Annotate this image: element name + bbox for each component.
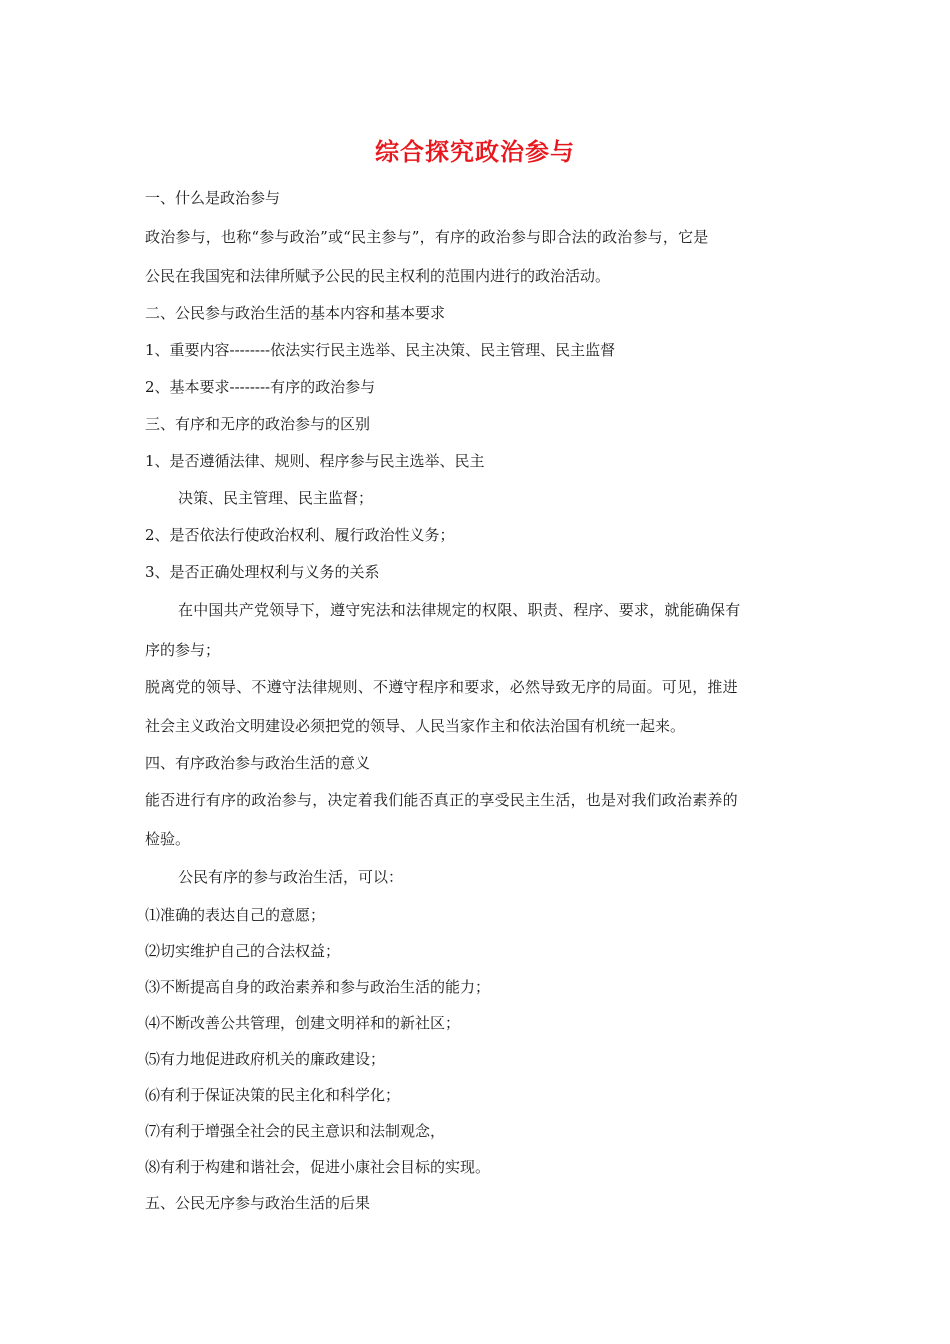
section-heading-2: 二、公民参与政治生活的基本内容和基本要求 bbox=[145, 304, 446, 322]
section-heading-4: 四、有序政治参与政治生活的意义 bbox=[145, 754, 371, 772]
paragraph-line: 政治参与，也称“参与政治”或“民主参与”，有序的政治参与即合法的政治参与，它是 bbox=[145, 228, 709, 246]
list-item: ⑻有利于构建和谐社会，促进小康社会目标的实现。 bbox=[145, 1158, 491, 1176]
paragraph-line: 序的参与； bbox=[145, 641, 221, 659]
document-title: 综合探究政治参与 bbox=[375, 138, 575, 166]
paragraph-line: 社会主义政治文明建设必须把党的领导、人民当家作主和依法治国有机统一起来。 bbox=[145, 717, 686, 735]
list-item: ⑶不断提高自身的政治素养和参与政治生活的能力； bbox=[145, 978, 491, 996]
paragraph-line: 脱离党的领导、不遵守法律规则、不遵守程序和要求，必然导致无序的局面。可见，推进 bbox=[145, 678, 738, 696]
list-item: 2、基本要求--------有序的政治参与 bbox=[145, 378, 376, 396]
list-item: 1、重要内容--------依法实行民主选举、民主决策、民主管理、民主监督 bbox=[145, 341, 616, 359]
list-item: ⑵切实维护自己的合法权益； bbox=[145, 942, 341, 960]
list-item: 1、是否遵循法律、规则、程序参与民主选举、民主 bbox=[145, 452, 485, 470]
section-heading-3: 三、有序和无序的政治参与的区别 bbox=[145, 415, 371, 433]
paragraph-line: 公民有序的参与政治生活，可以： bbox=[178, 868, 404, 886]
section-heading-1: 一、什么是政治参与 bbox=[145, 189, 281, 207]
list-item: 3、是否正确处理权利与义务的关系 bbox=[145, 563, 380, 581]
list-item: ⑺有利于增强全社会的民主意识和法制观念， bbox=[145, 1122, 446, 1140]
list-item: ⑹有利于保证决策的民主化和科学化； bbox=[145, 1086, 401, 1104]
list-item-continuation: 决策、民主管理、民主监督； bbox=[178, 489, 374, 507]
paragraph-line: 能否进行有序的政治参与，决定着我们能否真正的享受民主生活，也是对我们政治素养的 bbox=[145, 791, 738, 809]
list-item: ⑴准确的表达自己的意愿； bbox=[145, 906, 326, 924]
list-item: ⑷不断改善公共管理，创建文明祥和的新社区； bbox=[145, 1014, 461, 1032]
section-heading-5: 五、公民无序参与政治生活的后果 bbox=[145, 1194, 371, 1212]
list-item: ⑸有力地促进政府机关的廉政建设； bbox=[145, 1050, 386, 1068]
paragraph-line: 检验。 bbox=[145, 830, 191, 848]
list-item: 2、是否依法行使政治权利、履行政治性义务； bbox=[145, 526, 455, 544]
paragraph-line: 在中国共产党领导下，遵守宪法和法律规定的权限、职责、程序、要求，就能确保有 bbox=[178, 601, 741, 619]
paragraph-line: 公民在我国宪和法律所赋予公民的民主权利的范围内进行的政治活动。 bbox=[145, 267, 611, 285]
